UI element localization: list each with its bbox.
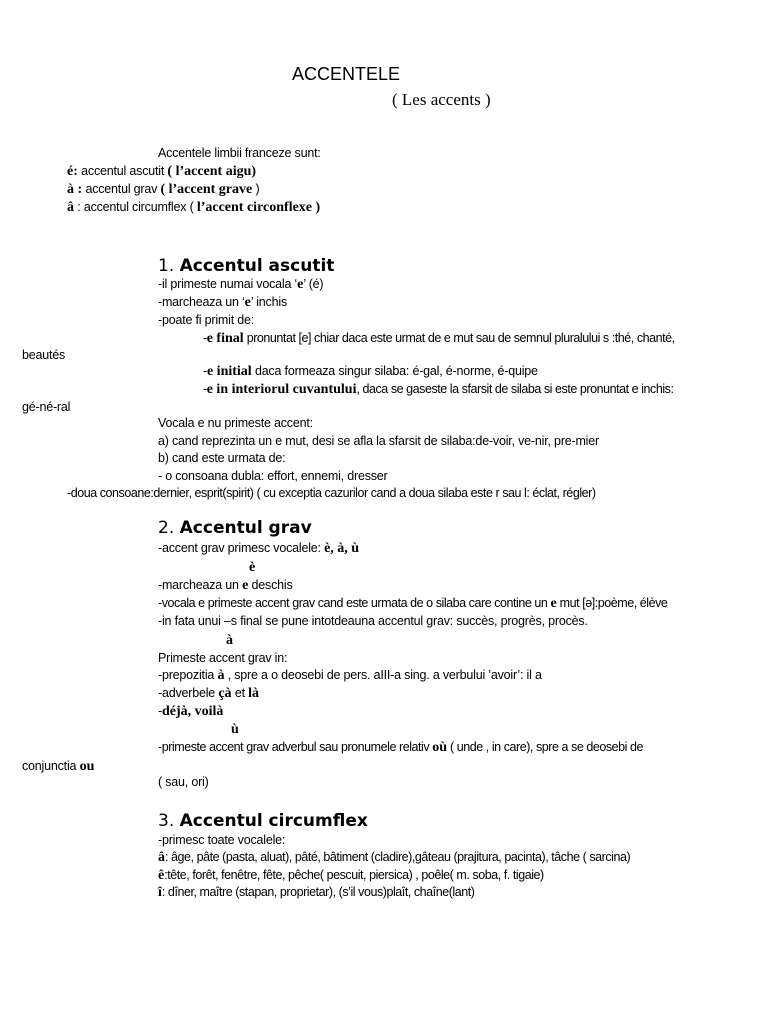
text: -marcheaza un: [158, 578, 243, 592]
intro-lead: Accentele limbii franceze sunt:: [158, 146, 321, 160]
text: , spre a o deosebi de pers. aIII-a sing. a verbului ’avoir’: il a: [224, 668, 542, 682]
s1-line: - o consoana dubla: effort, ennemi, dresser: [158, 469, 388, 483]
bold-text: e: [244, 295, 251, 310]
accent-mark: é:: [67, 164, 78, 179]
section-heading-ascutit: [158, 256, 334, 276]
bold-text: ê: [158, 868, 165, 883]
document-title: ACCENTELE: [292, 64, 401, 84]
s1-bullet: [203, 331, 675, 346]
text: conjunctia: [22, 759, 80, 773]
text: deschis: [248, 578, 293, 592]
section-number: 1.: [158, 256, 175, 276]
section-number: 3.: [158, 811, 175, 831]
text: mut [ə]:poème, élève: [556, 596, 668, 610]
s2-line-wrap: [22, 759, 94, 774]
section-title: Accentul ascutit: [179, 256, 335, 276]
text: -il primeste numai vocala ‘: [158, 277, 298, 291]
s2-line: [158, 704, 223, 719]
text: ’ inchis: [250, 295, 287, 309]
text: -: [203, 331, 207, 345]
accent-u-grave-marker: ù: [231, 722, 239, 737]
bold-text: e final: [206, 331, 244, 346]
bold-text: î: [158, 885, 162, 900]
section-number: 2.: [158, 518, 175, 538]
text: ’ (é): [303, 277, 324, 291]
text: -primeste accent grav adverbul sau pronumele relativ: [158, 740, 433, 754]
text: daca formeaza singur silaba: é-gal, é-norme, é-quipe: [251, 364, 538, 378]
text: ( unde , in care), spre a se deosebi de: [447, 740, 644, 754]
text: -prepozitia: [158, 668, 218, 682]
s2-line: [158, 668, 542, 683]
intro-item-grave: [67, 182, 259, 197]
bold-text: e initial: [206, 364, 252, 379]
bold-text: e: [297, 277, 304, 292]
s1-line: -poate fi primit de:: [158, 313, 255, 327]
s2-line: ( sau, ori): [158, 775, 209, 789]
bold-text: e: [550, 596, 557, 611]
s2-line: Primeste accent grav in:: [158, 651, 288, 665]
section-heading-circumflex: [158, 811, 368, 831]
s1-bullet: [203, 364, 538, 379]
text: , daca se gaseste la sfarsit de silaba si este pronuntat e inchis:: [356, 382, 674, 396]
text: et: [231, 686, 249, 700]
intro-item-term: ( l’accent aigu): [167, 164, 257, 179]
s2-line: -in fata unui –s final se pune intotdeauna accentul grav: succès, progrès, procès.: [158, 614, 588, 628]
bold-text: là: [248, 686, 260, 701]
intro-item-text: : accentul circumflex (: [74, 200, 197, 214]
document-subtitle: ( Les accents ): [392, 90, 491, 109]
s1-line: [158, 295, 287, 310]
s2-line: [158, 578, 293, 593]
bold-text: déjà, voilà: [161, 704, 224, 719]
s1-line: [158, 277, 323, 292]
s1-line: -doua consoane:dernier, esprit(spirit) ( cu exceptia cazurilor cand a doua silaba este r sau l: éclat, régler): [67, 486, 596, 500]
text: -marcheaza un ‘: [158, 295, 245, 309]
intro-item-term: ( l’accent grave: [160, 182, 253, 197]
s2-line: [158, 541, 359, 556]
s2-line: [158, 686, 259, 701]
text: -: [158, 704, 162, 718]
accent-mark: à :: [67, 182, 83, 197]
bold-text: e: [242, 578, 249, 593]
s1-line: Vocala e nu primeste accent:: [158, 416, 313, 430]
text: : dîner, maître (stapan, proprietar), (s’il vous)plaît, chaîne(lant): [161, 885, 475, 899]
bold-text: e in interiorul cuvantului: [206, 382, 357, 397]
text: pronuntat [e] chiar daca este urmat de e mut sau de semnul pluralului s :thé, chanté,: [243, 331, 675, 345]
text: -accent grav primesc vocalele:: [158, 541, 325, 555]
s3-line: -primesc toate vocalele:: [158, 833, 286, 847]
section-heading-grav: [158, 518, 312, 538]
text: -: [203, 364, 207, 378]
s2-line: [158, 740, 643, 755]
s1-bullet-wrap: gé-né-ral: [22, 400, 71, 414]
section-title: Accentul grav: [179, 518, 312, 538]
intro-item-term: l’accent circonflexe ): [196, 200, 321, 215]
text: :tête, forêt, fenêtre, fête, pêche( pescuit, piersica) , poêle( m. soba, f. tigaie): [164, 868, 544, 882]
bold-text: où: [432, 740, 448, 755]
bold-text: çà: [218, 686, 232, 701]
text: : âge, pâte (pasta, aluat), pâté, bâtiment (cladire),gâteau (prajitura, pacinta), tâche ( sarcina): [165, 850, 631, 864]
bold-text: â: [158, 850, 165, 865]
s1-line: b) cand este urmata de:: [158, 451, 286, 465]
s3-row: [158, 885, 475, 900]
s1-bullet-wrap: beautés: [22, 348, 66, 362]
s1-line: a) cand reprezinta un e mut, desi se afla la sfarsit de silaba:de-voir, ve-nir, pre-mier: [158, 434, 599, 448]
section-title: Accentul circumflex: [179, 811, 368, 831]
bold-text: ou: [79, 759, 95, 774]
text: -: [203, 382, 207, 396]
intro-item-text: accentul grav: [82, 182, 161, 196]
s1-bullet: [203, 382, 673, 397]
intro-item-circonflexe: [67, 200, 320, 215]
intro-item-tail: ): [252, 182, 260, 196]
accent-mark: â: [67, 200, 74, 215]
text: -adverbele: [158, 686, 219, 700]
s3-row: [158, 850, 630, 865]
bold-text: è, à, ù: [324, 541, 360, 556]
accent-e-grave-marker: è: [249, 560, 256, 575]
bold-text: à: [217, 668, 225, 683]
intro-item-aigu: [67, 164, 256, 179]
s2-line: [158, 596, 667, 611]
accent-a-grave-marker: à: [226, 633, 233, 648]
text: -vocala e primeste accent grav cand este urmata de o silaba care contine un: [158, 596, 551, 610]
s3-row: [158, 868, 544, 883]
intro-item-text: accentul ascutit: [77, 164, 168, 178]
